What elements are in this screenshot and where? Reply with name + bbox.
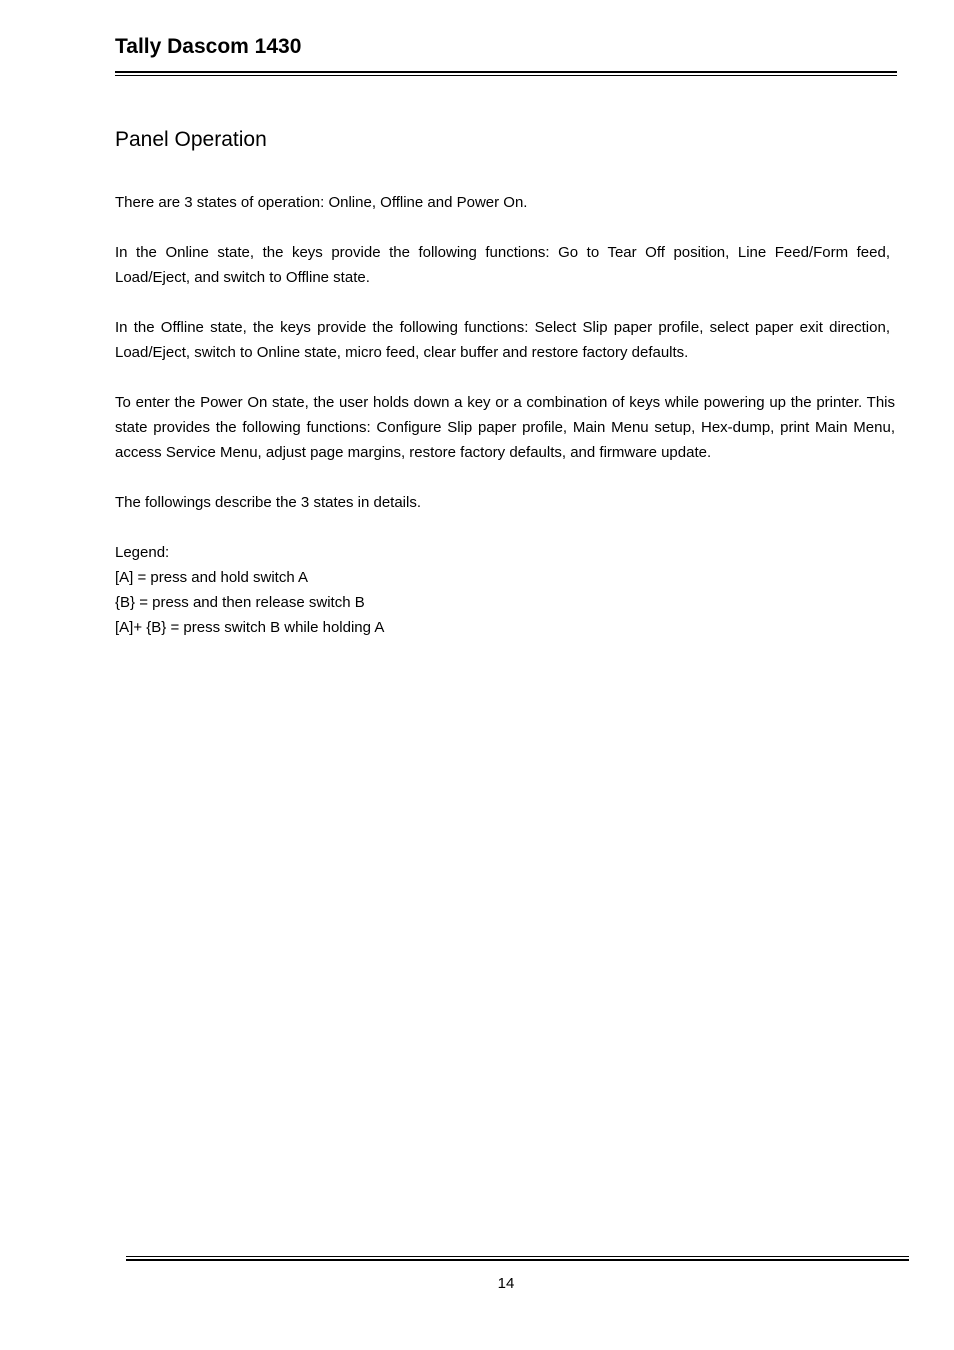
paragraph-states: There are 3 states of operation: Online, Offline and Power On. xyxy=(115,194,528,211)
paragraph-online-state: In the Online state, the keys provide the following functions: Go to Tear Off position, Line Feed/Form feed, Load/Eject, and switch to Offline state. xyxy=(115,244,890,286)
document-body xyxy=(115,190,895,640)
header-rule-bottom xyxy=(115,75,897,76)
header-rule-top xyxy=(115,71,897,73)
paragraph-offline-state: In the Offline state, the keys provide the following functions: Select Slip paper profile, select paper exit direction, Load/Eject, switch to Online state, micro feed, clear buffer and restore factory defaults. xyxy=(115,319,890,361)
footer-rule-bottom xyxy=(126,1259,909,1261)
legend-item: {B} = press and then release switch B xyxy=(115,594,365,611)
document-header-title: Tally Dascom 1430 xyxy=(115,35,302,58)
legend-item: [A] = press and hold switch A xyxy=(115,569,309,586)
page-number: 14 xyxy=(497,1275,515,1292)
section-title: Panel Operation xyxy=(115,128,267,151)
paragraph-power-on-state: To enter the Power On state, the user holds down a key or a combination of keys while powering up the printer. This state provides the following functions: Configure Slip paper profile, Main Menu setup, Hex-dump, print Main Menu, access Service Menu, adjust page margins, restore factory defaults, and firmware update. xyxy=(115,394,895,461)
legend-heading: Legend: xyxy=(115,544,170,561)
legend-item: [A]+ {B} = press switch B while holding A xyxy=(115,619,385,636)
legend xyxy=(115,540,890,640)
footer-rule-top xyxy=(126,1256,909,1257)
paragraph-details-intro: The followings describe the 3 states in details. xyxy=(115,494,421,511)
